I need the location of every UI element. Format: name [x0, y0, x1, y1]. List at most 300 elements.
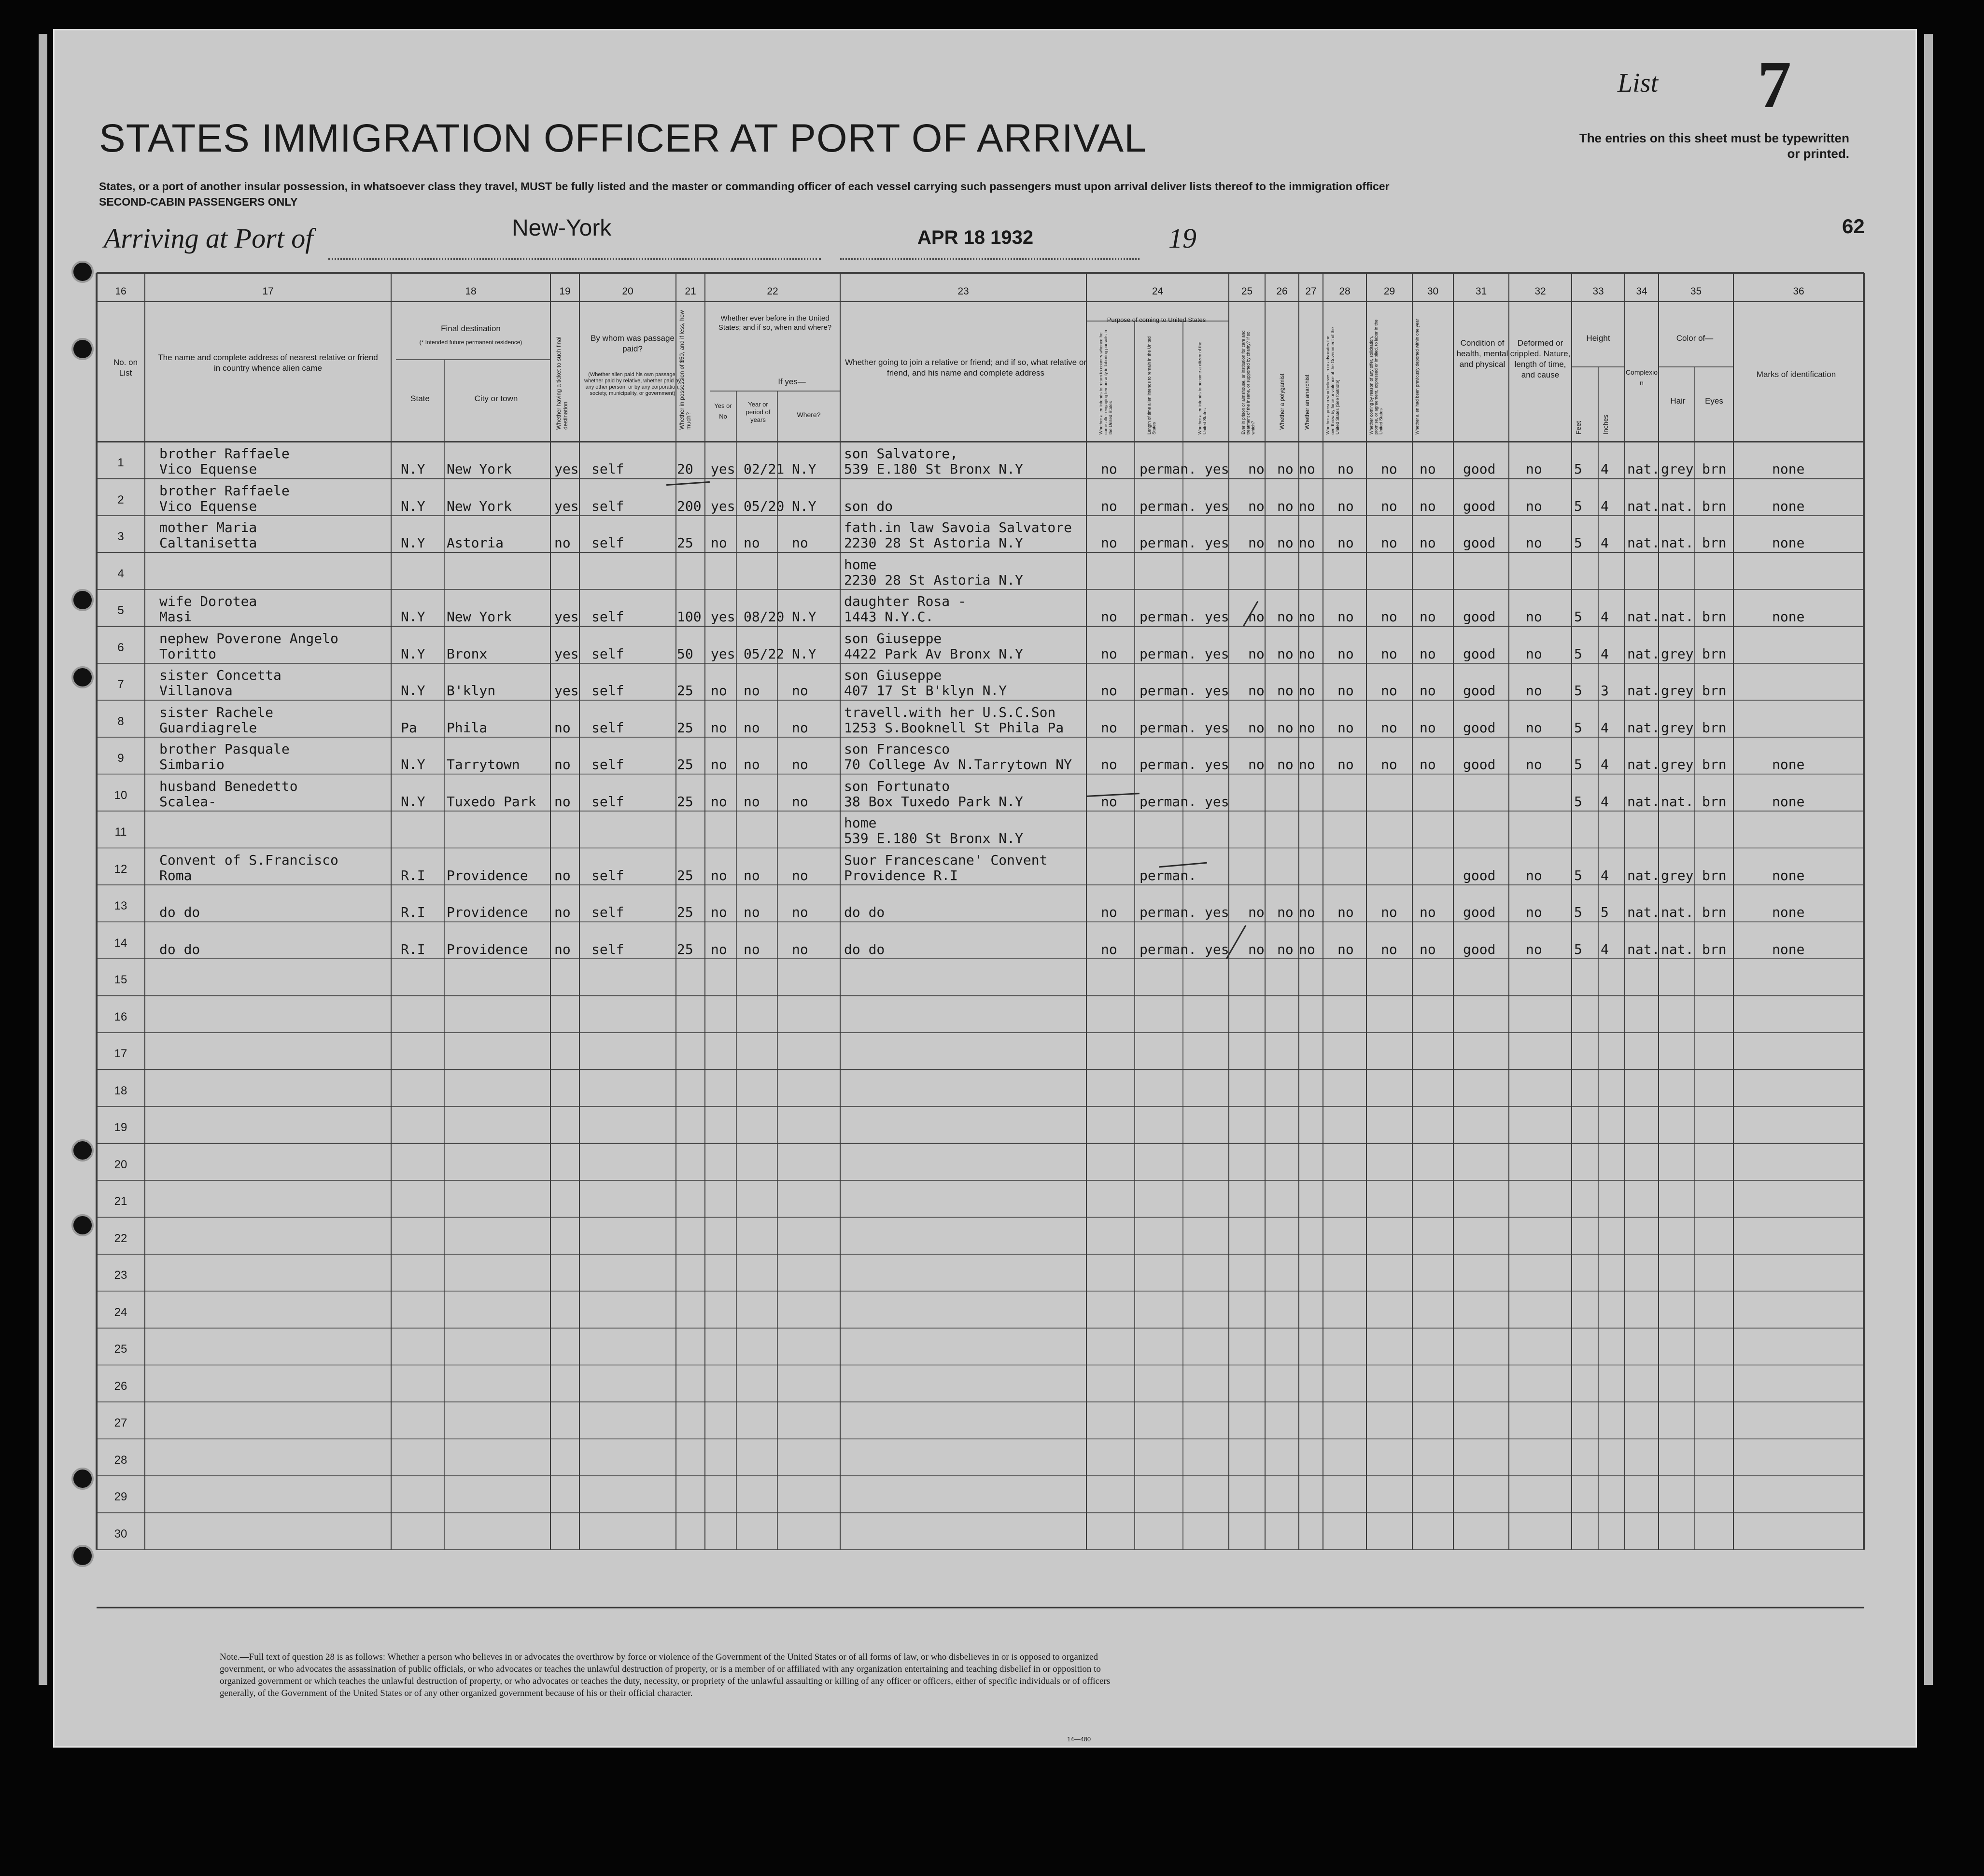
dest-city: Tuxedo Park	[447, 793, 536, 810]
height-feet: 5	[1574, 645, 1582, 662]
q29: no	[1381, 645, 1397, 662]
health: good	[1463, 609, 1496, 625]
header-q28: Whether a person who believes in or advocates the overthrow by force or violence of the Government of the United States (See footnote)	[1325, 327, 1340, 434]
q29: no	[1381, 941, 1397, 957]
header-health: Condition of health, mental and physical	[1456, 338, 1508, 369]
dest-city: Astoria	[447, 535, 504, 551]
passage-paid: self	[591, 941, 624, 957]
row-number: 26	[114, 1379, 127, 1393]
height-feet: 5	[1574, 683, 1582, 699]
dest-city: Phila	[447, 719, 488, 736]
height-feet: 5	[1574, 535, 1582, 551]
deformed: no	[1526, 498, 1542, 514]
row-number: 4	[117, 567, 124, 580]
joining-relative: home	[844, 815, 877, 831]
relative-town: do do	[159, 904, 200, 920]
dest-city: Providence	[447, 941, 528, 957]
row-number: 28	[114, 1453, 127, 1467]
row-number: 30	[114, 1527, 127, 1540]
row-number: 8	[117, 714, 124, 728]
prev-in-us: no	[711, 867, 727, 883]
hair-color: nat.	[1661, 904, 1694, 920]
row-number: 18	[114, 1084, 127, 1097]
q29: no	[1381, 609, 1397, 625]
polygamist: no	[1277, 609, 1294, 625]
complexion: nat.	[1627, 941, 1660, 957]
relative-town: Roma	[159, 867, 192, 883]
q28: no	[1337, 941, 1354, 957]
dest-city: Tarrytown	[447, 756, 520, 772]
prev-in-us: yes	[711, 498, 735, 514]
complexion: nat.	[1627, 609, 1660, 625]
relative-town: Guardiagrele	[159, 719, 257, 736]
joining-relative: Suor Francescane' Convent	[844, 852, 1048, 868]
complexion: nat.	[1627, 867, 1660, 883]
column-number: 17	[262, 286, 274, 297]
money: 25	[677, 941, 693, 957]
prev-year: 08/20	[744, 609, 785, 625]
height-inches: 4	[1601, 609, 1609, 625]
height-feet: 5	[1574, 719, 1582, 736]
deported: no	[1420, 535, 1436, 551]
page-edge	[1924, 34, 1933, 1685]
q29: no	[1381, 498, 1397, 514]
height-feet: 5	[1574, 941, 1582, 957]
eye-color: brn	[1702, 719, 1727, 736]
anarchist: no	[1299, 941, 1315, 957]
dest-city: Providence	[447, 904, 528, 920]
header-hair: Hair	[1670, 396, 1686, 406]
row-number: 13	[114, 899, 127, 912]
complexion: nat.	[1627, 535, 1660, 551]
health: good	[1463, 756, 1496, 772]
eye-color: brn	[1702, 941, 1727, 957]
page-title: STATES IMMIGRATION OFFICER AT PORT OF ARRIVAL	[99, 116, 1147, 160]
prev-in-us: no	[711, 756, 727, 772]
header-if-yes: If yes—	[778, 377, 806, 386]
prev-year: no	[744, 867, 760, 883]
header-anarchist: Whether an anarchist	[1304, 374, 1310, 430]
relative-name: mother Maria	[159, 519, 257, 535]
header-final-destination: Final destination	[441, 324, 501, 333]
prison: no	[1248, 756, 1265, 772]
row-number: 11	[114, 826, 127, 839]
year-prefix: 19	[1168, 223, 1196, 254]
row-number: 10	[114, 788, 127, 802]
length-of-stay: perman.	[1140, 793, 1197, 810]
port-of-arrival: New-York	[512, 215, 612, 241]
dest-city: Providence	[447, 867, 528, 883]
eye-color: brn	[1702, 498, 1727, 514]
header-prev-where: Where?	[797, 411, 821, 419]
dest-state: N.Y	[401, 535, 425, 551]
complexion: nat.	[1627, 904, 1660, 920]
row-number: 2	[117, 493, 124, 506]
height-inches: 4	[1601, 461, 1609, 477]
q28: no	[1337, 461, 1354, 477]
ticket: no	[554, 867, 571, 883]
hair-color: grey	[1661, 756, 1694, 772]
column-number: 21	[685, 286, 696, 297]
row-number: 21	[114, 1195, 127, 1208]
ticket: yes	[554, 683, 579, 699]
prev-where: no	[792, 793, 808, 810]
intends-citizen: yes	[1205, 683, 1229, 699]
relative-name: Convent of S.Francisco	[159, 852, 338, 868]
column-number: 26	[1276, 286, 1288, 297]
length-of-stay: perman.	[1140, 867, 1197, 883]
polygamist: no	[1277, 683, 1294, 699]
intro-line: SECOND-CABIN PASSENGERS ONLY	[99, 196, 298, 208]
ticket: yes	[554, 645, 579, 662]
intends-citizen: yes	[1205, 941, 1229, 957]
polygamist: no	[1277, 498, 1294, 514]
header-joining: Whether going to join a relative or friend; and if so, what relative or friend, and his name and complete address	[845, 358, 1086, 378]
anarchist: no	[1299, 645, 1315, 662]
complexion: nat.	[1627, 461, 1660, 477]
hair-color: grey	[1661, 683, 1694, 699]
height-feet: 5	[1574, 609, 1582, 625]
column-number: 22	[767, 286, 778, 297]
health: good	[1463, 645, 1496, 662]
intends-citizen: yes	[1205, 461, 1229, 477]
column-number: 35	[1690, 286, 1702, 297]
length-of-stay: perman.	[1140, 609, 1197, 625]
anarchist: no	[1299, 498, 1315, 514]
joining-address: 539 E.180 St Bronx N.Y	[844, 461, 1023, 477]
complexion: nat.	[1627, 719, 1660, 736]
row-number: 17	[114, 1047, 127, 1060]
intends-return: no	[1101, 719, 1117, 736]
relative-town: Vico Equense	[159, 461, 257, 477]
deported: no	[1420, 756, 1436, 772]
complexion: nat.	[1627, 498, 1660, 514]
row-number: 29	[114, 1490, 127, 1503]
intends-return: no	[1101, 756, 1117, 772]
relative-name: nephew Poverone Angelo	[159, 630, 338, 646]
anarchist: no	[1299, 719, 1315, 736]
joining-relative: son Francesco	[844, 741, 950, 757]
prev-where: N.Y	[792, 645, 816, 662]
deformed: no	[1526, 683, 1542, 699]
intends-return: no	[1101, 683, 1117, 699]
relative-name: wife Dorotea	[159, 593, 257, 609]
intends-return: no	[1101, 793, 1117, 810]
height-inches: 4	[1601, 535, 1609, 551]
joining-relative: travell.with her U.S.C.Son	[844, 704, 1056, 720]
q28: no	[1337, 683, 1354, 699]
deported: no	[1420, 941, 1436, 957]
header-deported: Whether alien had been previously deported within one year	[1415, 319, 1420, 434]
header-money: Whether in possession of $50, and if less, how much?	[678, 310, 692, 430]
deported: no	[1420, 683, 1436, 699]
dest-state: N.Y	[401, 793, 425, 810]
prev-in-us: yes	[711, 645, 735, 662]
length-of-stay: perman.	[1140, 535, 1197, 551]
q29: no	[1381, 461, 1397, 477]
prev-where: N.Y	[792, 461, 816, 477]
length-of-stay: perman.	[1140, 683, 1197, 699]
health: good	[1463, 498, 1496, 514]
joining-address: 4422 Park Av Bronx N.Y	[844, 645, 1023, 662]
identification-marks: none	[1772, 941, 1805, 957]
passage-paid: self	[591, 683, 624, 699]
prev-in-us: no	[711, 941, 727, 957]
q28: no	[1337, 645, 1354, 662]
joining-address: 38 Box Tuxedo Park N.Y	[844, 793, 1023, 810]
dest-city: B'klyn	[447, 683, 496, 699]
row-number: 15	[114, 973, 127, 986]
page-number: 62	[1842, 215, 1865, 238]
intends-citizen: yes	[1205, 719, 1229, 736]
money: 200	[677, 498, 702, 514]
row-number: 16	[114, 1010, 127, 1023]
eye-color: brn	[1702, 683, 1727, 699]
prev-in-us: no	[711, 535, 727, 551]
intends-return: no	[1101, 461, 1117, 477]
prev-where: no	[792, 683, 808, 699]
joining-address: 70 College Av N.Tarrytown NY	[844, 756, 1072, 772]
dest-city: New York	[447, 461, 512, 477]
prev-year: 05/20	[744, 498, 785, 514]
height-inches: 5	[1601, 904, 1609, 920]
header-q29: Whether coming by reason of any offer, solicitation, promise, or agreement, expressed or implied, to labor in the United States	[1369, 319, 1383, 434]
deformed: no	[1526, 719, 1542, 736]
column-number: 32	[1534, 286, 1546, 297]
prev-where: no	[792, 904, 808, 920]
intro-text	[99, 179, 1548, 210]
hair-color: grey	[1661, 645, 1694, 662]
prev-year: no	[744, 683, 760, 699]
identification-marks: none	[1772, 461, 1805, 477]
hair-color: nat.	[1661, 535, 1694, 551]
money: 25	[677, 793, 693, 810]
column-number: 18	[465, 286, 477, 297]
intends-citizen: yes	[1205, 535, 1229, 551]
deformed: no	[1526, 867, 1542, 883]
header-polygamist: Whether a polygamist	[1279, 373, 1285, 430]
intends-citizen: yes	[1205, 645, 1229, 662]
row-number: 27	[114, 1416, 127, 1429]
length-of-stay: perman.	[1140, 498, 1197, 514]
ticket: no	[554, 719, 571, 736]
height-inches: 4	[1601, 867, 1609, 883]
dest-state: N.Y	[401, 683, 425, 699]
passage-paid: self	[591, 609, 624, 625]
polygamist: no	[1277, 941, 1294, 957]
dest-state: Pa	[401, 719, 417, 736]
money: 20	[677, 461, 693, 477]
complexion: nat.	[1627, 756, 1660, 772]
date-dotted-line	[840, 258, 1140, 260]
hair-color: nat.	[1661, 793, 1694, 810]
relative-name: sister Concetta	[159, 667, 281, 683]
column-number: 34	[1636, 286, 1647, 297]
passage-paid: self	[591, 756, 624, 772]
header-complexion: Complexion	[1625, 368, 1658, 387]
footnote-question-28: Note.—Full text of question 28 is as follows: Whether a person who believes in or advocates the overthrow by force or violence of the Government of the United States or of all forms of law, or who disbelieves in or is opposed to organized government, or who advocates the assassination of public officials, or who advocates or teaches the unlawful destruction of property, or is a member of or affiliated with any organization entertaining and teaching disbelief in or opposition to organized government or which teaches the unlawful destruction of property, or who advocates or teaches the duty, necessity, or propriety of the unlawful assaulting or killing of any officer or officers, either of specific individuals or of officers generally, of the Government of the United States or of any other organized government because of his or their official character.	[220, 1652, 1111, 1698]
polygamist: no	[1277, 645, 1294, 662]
relative-town: Vico Equense	[159, 498, 257, 514]
relative-name: brother Pasquale	[159, 741, 290, 757]
identification-marks: none	[1772, 609, 1805, 625]
health: good	[1463, 461, 1496, 477]
relative-name: husband Benedetto	[159, 778, 298, 794]
dest-city: Bronx	[447, 645, 488, 662]
row-number: 24	[114, 1305, 127, 1319]
anarchist: no	[1299, 535, 1315, 551]
prison: no	[1248, 461, 1265, 477]
anarchist: no	[1299, 904, 1315, 920]
ticket: yes	[554, 498, 579, 514]
punch-hole	[71, 338, 94, 360]
header-citizen: Whether alien intends to become a citizen of the United States	[1197, 341, 1207, 434]
health: good	[1463, 867, 1496, 883]
height-inches: 4	[1601, 498, 1609, 514]
deformed: no	[1526, 904, 1542, 920]
intends-citizen: yes	[1205, 498, 1229, 514]
passage-paid: self	[591, 461, 624, 477]
anarchist: no	[1299, 461, 1315, 477]
header-state: State	[410, 394, 430, 403]
deformed: no	[1526, 535, 1542, 551]
relative-town: Caltanisetta	[159, 535, 257, 551]
passage-paid: self	[591, 867, 624, 883]
eye-color: brn	[1702, 645, 1727, 662]
punch-hole	[71, 1139, 94, 1162]
joining-address: do do	[844, 904, 885, 920]
joining-relative: daughter Rosa -	[844, 593, 966, 609]
column-number: 28	[1339, 286, 1351, 297]
punch-hole	[71, 261, 94, 283]
eye-color: brn	[1702, 535, 1727, 551]
dest-state: N.Y	[401, 498, 425, 514]
deported: no	[1420, 719, 1436, 736]
prev-where: N.Y	[792, 609, 816, 625]
header-passage-paid: By whom was passage paid?	[591, 334, 675, 353]
deported: no	[1420, 498, 1436, 514]
row-number: 25	[114, 1343, 127, 1356]
column-number: 20	[622, 286, 633, 297]
prev-year: no	[744, 756, 760, 772]
prev-where: no	[792, 756, 808, 772]
joining-relative: fath.in law Savoia Salvatore	[844, 519, 1072, 535]
ticket: yes	[554, 461, 579, 477]
relative-town: Villanova	[159, 683, 233, 699]
intends-return: no	[1101, 498, 1117, 514]
q28: no	[1337, 719, 1354, 736]
row-number: 5	[117, 604, 124, 617]
header-prison: Ever in prison or almshouse, or institution for care and treatment of the insane, or supported by charity? If so, which?	[1241, 330, 1255, 434]
q28: no	[1337, 904, 1354, 920]
polygamist: no	[1277, 535, 1294, 551]
identification-marks: none	[1772, 867, 1805, 883]
column-number: 27	[1305, 286, 1317, 297]
prison: no	[1248, 719, 1265, 736]
prev-where: no	[792, 941, 808, 957]
height-inches: 4	[1601, 793, 1609, 810]
relative-town: Scalea-	[159, 793, 217, 810]
height-feet: 5	[1574, 756, 1582, 772]
row-number: 9	[117, 752, 124, 765]
money: 25	[677, 756, 693, 772]
q28: no	[1337, 756, 1354, 772]
deformed: no	[1526, 645, 1542, 662]
column-number: 31	[1475, 286, 1487, 297]
passage-paid: self	[591, 535, 624, 551]
column-number: 25	[1241, 286, 1253, 297]
eye-color: brn	[1702, 867, 1727, 883]
row-number: 6	[117, 641, 124, 654]
polygamist: no	[1277, 461, 1294, 477]
health: good	[1463, 683, 1496, 699]
passage-paid: self	[591, 719, 624, 736]
height-feet: 5	[1574, 498, 1582, 514]
hair-color: nat.	[1661, 609, 1694, 625]
ticket: no	[554, 941, 571, 957]
prev-in-us: no	[711, 719, 727, 736]
ticket: yes	[554, 609, 579, 625]
joining-address: 1253 S.Booknell St Phila Pa	[844, 719, 1064, 736]
ticket: no	[554, 904, 571, 920]
prison: no	[1248, 609, 1265, 625]
joining-relative: son Fortunato	[844, 778, 950, 794]
column-number: 16	[115, 286, 127, 297]
passage-paid: self	[591, 904, 624, 920]
ticket: no	[554, 756, 571, 772]
column-number: 24	[1152, 286, 1164, 297]
punch-hole	[71, 1468, 94, 1490]
header-no-on-list: No. on List	[113, 358, 138, 378]
passage-paid: self	[591, 645, 624, 662]
intends-return: no	[1101, 535, 1117, 551]
eye-color: brn	[1702, 461, 1727, 477]
deported: no	[1420, 645, 1436, 662]
row-number: 7	[117, 678, 124, 691]
identification-marks: none	[1772, 756, 1805, 772]
health: good	[1463, 719, 1496, 736]
hair-color: grey	[1661, 461, 1694, 477]
intro-line: States, or a port of another insular possession, in whatsoever class they travel, MUST be fully listed and the master or commanding officer of each vessel carrying such passengers must upon arrival deliver lists thereof to the immigration officer	[99, 180, 1390, 193]
deported: no	[1420, 904, 1436, 920]
q28: no	[1337, 609, 1354, 625]
deformed: no	[1526, 609, 1542, 625]
intends-return: no	[1101, 904, 1117, 920]
row-number: 23	[114, 1269, 127, 1282]
header-eyes: Eyes	[1705, 396, 1723, 406]
identification-marks: none	[1772, 498, 1805, 514]
row-number: 20	[114, 1158, 127, 1171]
relative-town: Masi	[159, 609, 192, 625]
joining-address: son do	[844, 498, 893, 514]
health: good	[1463, 941, 1496, 957]
header-height-feet: Feet	[1575, 420, 1582, 434]
deformed: no	[1526, 461, 1542, 477]
intends-citizen: yes	[1205, 793, 1229, 810]
money: 25	[677, 867, 693, 883]
dest-state: N.Y	[401, 756, 425, 772]
joining-relative: home	[844, 556, 877, 573]
port-dotted-line	[328, 258, 821, 260]
relative-name: brother Raffaele	[159, 482, 290, 499]
dest-city: New York	[447, 609, 512, 625]
identification-marks: none	[1772, 904, 1805, 920]
joining-address: do do	[844, 941, 885, 957]
prev-in-us: no	[711, 904, 727, 920]
header-passage-paid-note: (Whether alien paid his own passage, whether paid by relative, whether paid by any other person, or by any corporation, society, municipality, or government)	[584, 372, 681, 396]
arriving-label: Arriving at Port of	[104, 223, 313, 254]
intends-return: no	[1101, 941, 1117, 957]
